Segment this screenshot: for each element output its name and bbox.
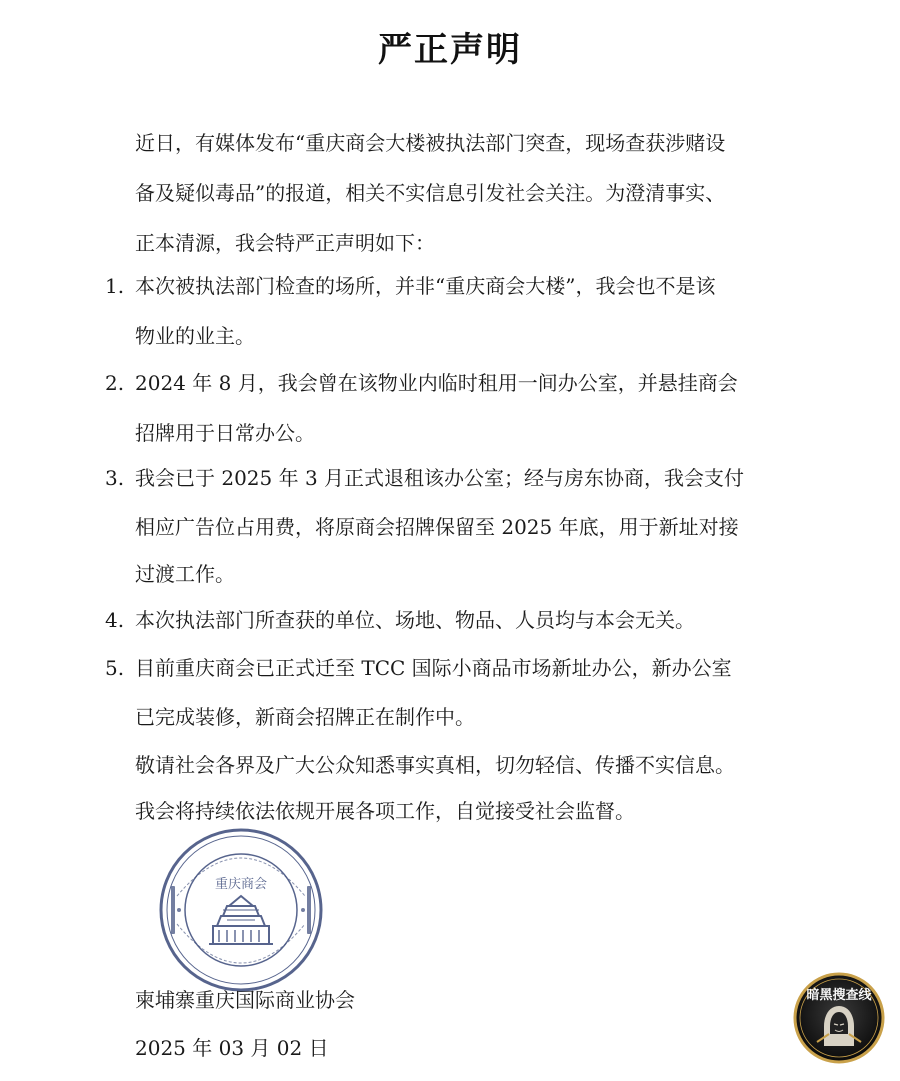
item-line: 过渡工作。: [135, 562, 235, 586]
item-number: 4.: [105, 608, 125, 632]
page-title: 严正声明: [378, 30, 522, 70]
item-line: 目前重庆商会已正式迁至 TCC 国际小商品市场新址办公，新办公室: [135, 656, 732, 680]
watermark-text: 暗黑搜查线: [806, 988, 872, 1003]
item-line: 2024 年 8 月，我会曾在该物业内临时租用一间办公室，并悬挂商会: [135, 371, 738, 395]
item-line: 物业的业主。: [135, 324, 255, 348]
item-line: 我会已于 2025 年 3 月正式退租该办公室；经与房东协商，我会支付: [135, 466, 745, 490]
intro-line: 近日，有媒体发布“重庆商会大楼被执法部门突查，现场查获涉赌设: [135, 131, 726, 155]
seal-text: 重庆商会: [214, 877, 268, 892]
item-line: 相应广告位占用费，将原商会招牌保留至 2025 年底，用于新址对接: [135, 515, 739, 539]
closing-line: 敬请社会各界及广大公众知悉事实真相，切勿轻信、传播不实信息。: [135, 753, 735, 777]
intro-line: 备及疑似毒品”的报道，相关不实信息引发社会关注。为澄清事实、: [135, 181, 726, 205]
closing-line: 我会将持续依法依规开展各项工作，自觉接受社会监督。: [135, 799, 635, 823]
item-number: 5.: [105, 656, 125, 680]
item-line: 招牌用于日常办公。: [135, 421, 315, 445]
official-seal: [157, 826, 325, 994]
item-number: 3.: [105, 466, 125, 490]
item-line: 已完成装修，新商会招牌正在制作中。: [135, 705, 475, 729]
item-number: 1.: [105, 274, 125, 298]
item-number: 2.: [105, 371, 125, 395]
signature-org: 柬埔寨重庆国际商业协会: [135, 988, 355, 1012]
signature-date: 2025 年 03 月 02 日: [135, 1036, 329, 1060]
watermark-badge: [793, 972, 885, 1064]
item-line: 本次被执法部门检查的场所，并非“重庆商会大楼”，我会也不是该: [135, 274, 716, 298]
item-line: 本次执法部门所查获的单位、场地、物品、人员均与本会无关。: [135, 608, 695, 632]
intro-line: 正本清源，我会特严正声明如下：: [135, 231, 435, 255]
